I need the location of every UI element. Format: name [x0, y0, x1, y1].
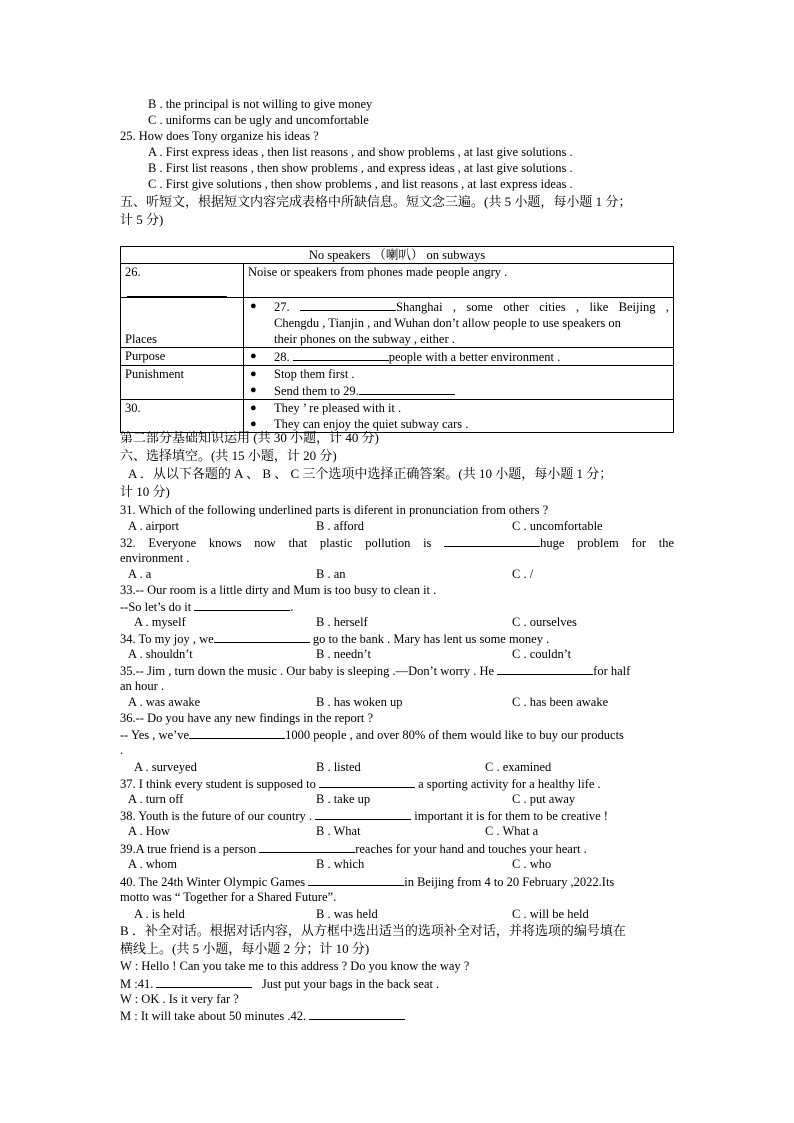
part2-heading: 第二部分基础知识运用 (共 30 小题，计 40 分) — [120, 430, 379, 445]
answer-blank-36[interactable] — [189, 726, 285, 739]
answer-blank-37[interactable] — [319, 775, 415, 788]
q35-option-a[interactable]: A . was awake — [128, 695, 201, 709]
bullet-icon: ● — [250, 300, 257, 312]
sectionB-heading-line2: 横线上。(共 5 小题，每小题 2 分；计 10 分) — [120, 941, 370, 956]
bullet-icon: ● — [250, 402, 257, 414]
q37-option-c[interactable]: C . put away — [512, 792, 576, 806]
q32-option-c[interactable]: C . / — [512, 567, 534, 581]
punishment-item-1: Stop them first . — [274, 367, 355, 381]
bullet-icon: ● — [250, 368, 257, 380]
answer-blank-29[interactable] — [359, 382, 455, 395]
bullet-icon: ● — [250, 350, 257, 362]
row30-cell — [244, 400, 674, 433]
punishment-item-2: Send them to 29. — [274, 382, 669, 399]
section6-heading: 六、选择填空。(共 15 小题，计 20 分) — [120, 448, 337, 463]
row30-label: 30. — [121, 400, 244, 433]
answer-blank-35[interactable] — [497, 662, 593, 675]
row26-label-cell — [121, 264, 244, 298]
q33-option-b[interactable]: B . herself — [316, 615, 368, 629]
answer-blank-41[interactable] — [156, 975, 252, 988]
q31-option-b[interactable]: B . afford — [316, 519, 365, 533]
sectionA-heading-line2: 计 10 分) — [120, 484, 170, 499]
q35-stem-line1: 35.-- Jim , turn down the music . Our baby is sleeping .—Don’t worry . He for half — [120, 664, 631, 678]
dialogue-line-m42: M : It will take about 50 minutes .42. — [120, 1007, 405, 1024]
section5-heading-line1: 五、听短文，根据短文内容完成表格中所缺信息。短文念三遍。(共 5 小题，每小题 1 分； — [120, 194, 632, 209]
q36-option-b[interactable]: B . listed — [316, 760, 361, 774]
q39-option-a[interactable]: A . whom — [128, 857, 177, 871]
section5-heading-line2: 计 5 分) — [120, 212, 164, 227]
q36-option-c[interactable]: C . examined — [485, 760, 552, 774]
q32-option-b[interactable]: B . an — [316, 567, 346, 581]
q35-option-b[interactable]: B . has woken up — [316, 695, 403, 709]
purpose-text: 28. people with a better environment . — [274, 350, 561, 364]
dialogue-line-w1: W : Hello ! Can you take me to this address ? Do you know the way ? — [120, 959, 470, 973]
q37-option-b[interactable]: B . take up — [316, 792, 371, 806]
q32-option-a[interactable]: A . a — [128, 567, 152, 581]
places-line2: Chengdu , Tianjin , and Wuhan don’t allow people to use speakers on — [274, 316, 621, 330]
q31-option-c[interactable]: C . uncomfortable — [512, 519, 603, 533]
row26-text: Noise or speakers from phones made people angry . — [244, 264, 674, 298]
q34-option-b[interactable]: B . needn’t — [316, 647, 371, 661]
q34-option-c[interactable]: C . couldn’t — [512, 647, 572, 661]
q38-option-c[interactable]: C . What a — [485, 824, 539, 838]
dialogue-line-w2: W : OK . Is it very far ? — [120, 992, 239, 1006]
answer-blank-42[interactable] — [309, 1007, 405, 1020]
q31-stem: 31. Which of the following underlined parts is diferent in pronunciation from others ? — [120, 503, 549, 517]
bullet-icon: ● — [250, 418, 257, 430]
q36-stem-line1: 36.-- Do you have any new findings in the report ? — [120, 711, 374, 725]
q35-option-c[interactable]: C . has been awake — [512, 695, 609, 709]
q38-option-a[interactable]: A . How — [128, 824, 171, 838]
q33-stem-line1: 33.-- Our room is a little dirty and Mum is too busy to clean it . — [120, 583, 437, 597]
q39-stem: 39.A true friend is a person reaches for your hand and touches your heart . — [120, 842, 587, 856]
listening-info-table — [120, 246, 674, 433]
q35-stem-line2: an hour . — [120, 679, 165, 693]
punishment-label: Punishment — [121, 366, 244, 400]
q39-option-c[interactable]: C . who — [512, 857, 552, 871]
q32-stem-line1: 32. Everyone knows now that plastic pollution is huge problem for the — [120, 536, 674, 550]
q39-option-b[interactable]: B . which — [316, 857, 365, 871]
answer-blank-33[interactable] — [194, 598, 290, 611]
answer-blank-28[interactable] — [293, 348, 389, 361]
q40-stem-line2: motto was “ Together for a Shared Future”. — [120, 890, 337, 904]
q33-stem-line2: --So let’s do it . — [120, 600, 294, 614]
q40-option-b[interactable]: B . was held — [316, 907, 378, 921]
bullet-icon: ● — [250, 384, 257, 396]
q34-stem: 34. To my joy , we go to the bank . Mary has lent us some money . — [120, 632, 550, 646]
q40-stem-line1: 40. The 24th Winter Olympic Games in Beijing from 4 to 20 February ,2022.Its — [120, 875, 615, 889]
sectionA-heading-line1: A ．从以下各题的 A 、 B 、 C 三个选项中选择正确答案。(共 10 小题，每小题 1 分； — [128, 466, 613, 481]
places-label: Places — [121, 298, 244, 348]
q32-stem-line2: environment . — [120, 551, 190, 565]
punishment-cell — [244, 366, 674, 400]
purpose-label: Purpose — [121, 348, 244, 366]
q34-option-a[interactable]: A . shouldn’t — [128, 647, 193, 661]
q25-stem: 25. How does Tony organize his ideas ? — [120, 129, 319, 143]
places-line3: their phones on the subway , either . — [274, 332, 455, 346]
purpose-cell — [244, 348, 674, 366]
q36-stem-line2: -- Yes , we’ve 1000 people , and over 80% of them would like to buy our products — [120, 728, 624, 742]
q24-option-b: B . the principal is not willing to give money — [148, 97, 373, 111]
q33-option-c[interactable]: C . ourselves — [512, 615, 577, 629]
answer-blank-32[interactable] — [444, 534, 540, 547]
q36-stem-line3: . — [120, 743, 124, 757]
sectionB-heading-line1: B ．补全对话。根据对话内容，从方框中选出适当的选项补全对话，并将选项的编号填在 — [120, 923, 626, 938]
answer-blank-40[interactable] — [308, 873, 404, 886]
q25-option-a: A . First express ideas , then list reasons , and show problems , at last give solutions . — [148, 145, 573, 159]
q36-option-a[interactable]: A . surveyed — [134, 760, 197, 774]
answer-blank-38[interactable] — [315, 807, 411, 820]
answer-blank-26[interactable] — [127, 284, 227, 297]
q38-option-b[interactable]: B . What — [316, 824, 361, 838]
dialogue-line-m41: M :41. Just put your bags in the back seat . — [120, 977, 440, 991]
places-line1: 27. Shanghai , some other cities , like Beijing , — [274, 300, 669, 314]
q37-stem: 37. I think every student is supposed to a sporting activity for a healthy life . — [120, 777, 601, 791]
answer-blank-27[interactable] — [300, 298, 396, 311]
q31-option-a[interactable]: A . airport — [128, 519, 180, 533]
q25-option-b: B . First list reasons , then show problems , and express ideas , at last give solutions . — [148, 161, 573, 175]
q37-option-a[interactable]: A . turn off — [128, 792, 184, 806]
q40-option-c[interactable]: C . will be held — [512, 907, 589, 921]
q38-stem: 38. Youth is the future of our country . important it is for them to be creative ! — [120, 809, 608, 823]
q40-option-a[interactable]: A . is held — [134, 907, 185, 921]
places-cell — [244, 298, 674, 348]
table-title: No speakers （喇叭） on subways — [121, 247, 674, 264]
places-bullet — [248, 298, 669, 347]
answer-blank-39[interactable] — [259, 840, 355, 853]
row26-label: 26. — [125, 265, 141, 279]
q24-option-c: C . uniforms can be ugly and uncomfortable — [148, 113, 369, 127]
q33-option-a[interactable]: A . myself — [134, 615, 186, 629]
answer-blank-34[interactable] — [214, 630, 310, 643]
q25-option-c: C . First give solutions , then show problems , and list reasons , at last express ideas . — [148, 177, 573, 191]
row30-item-2: They can enjoy the quiet subway cars . — [274, 417, 469, 431]
row30-item-1: They ’ re pleased with it . — [274, 401, 402, 415]
